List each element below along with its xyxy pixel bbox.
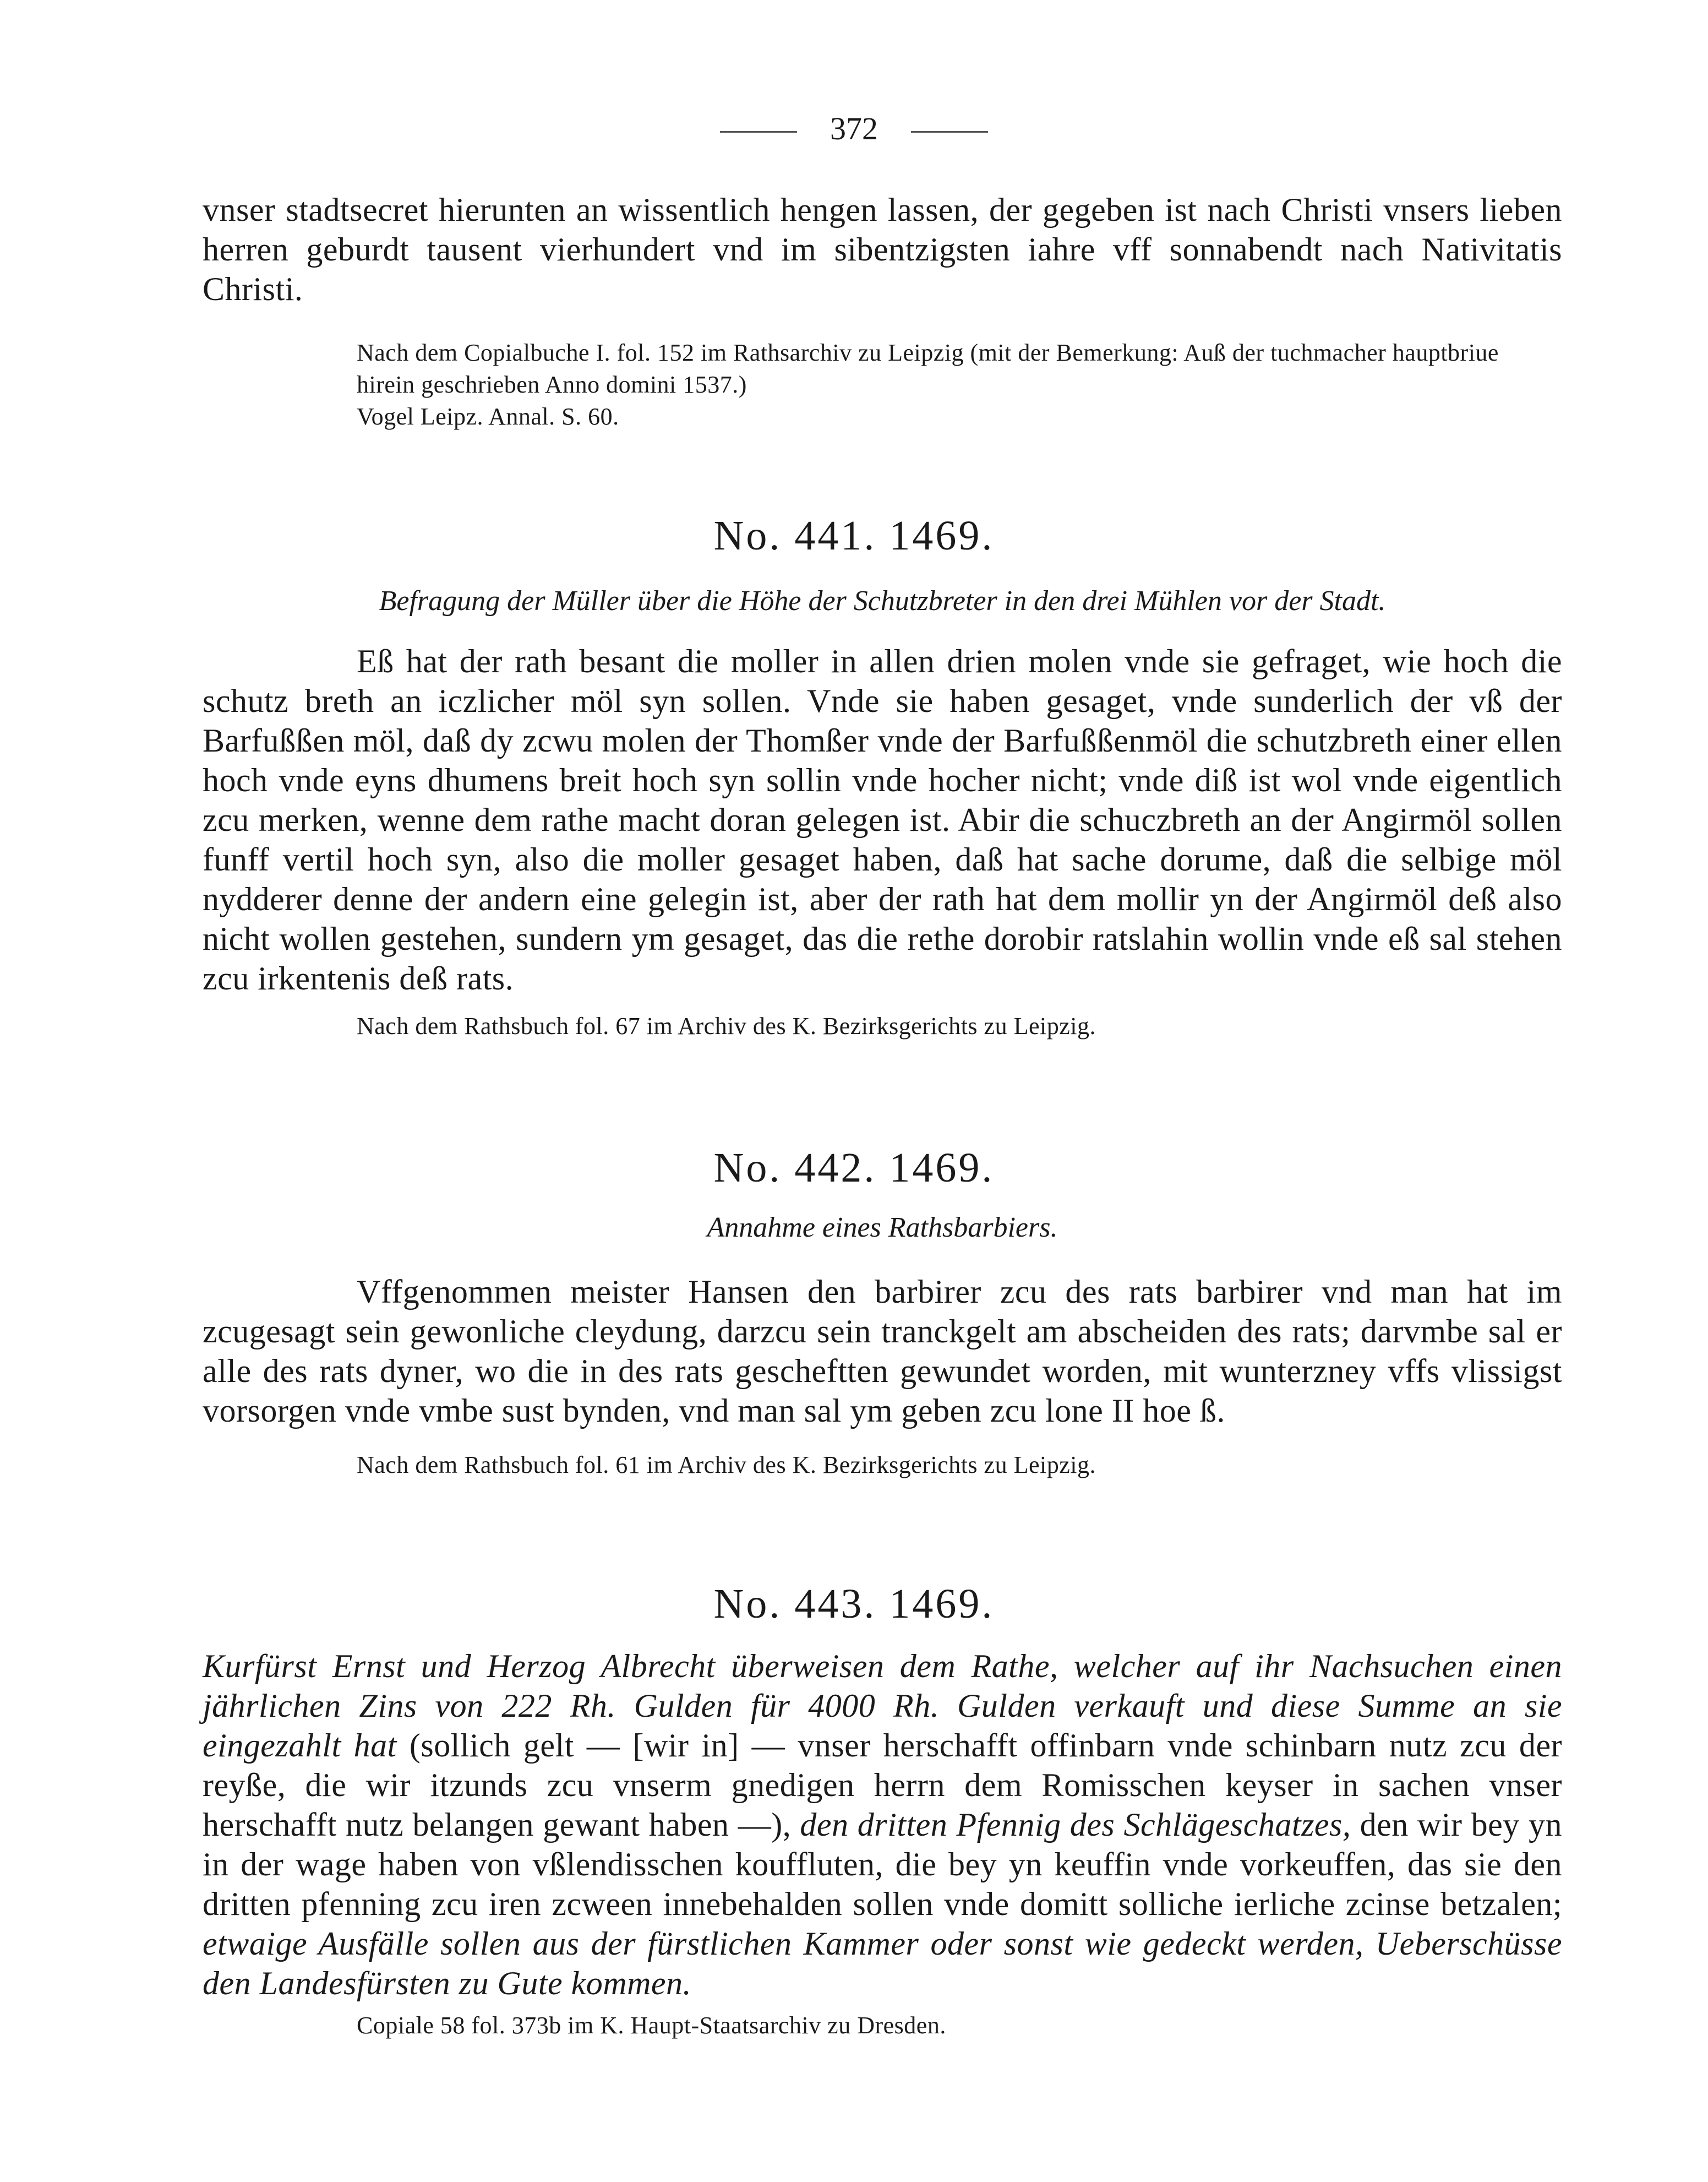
continuation-sources bbox=[203, 337, 1562, 433]
doc-443-text bbox=[203, 1646, 1562, 2003]
page-header bbox=[0, 110, 1708, 147]
doc-442-heading: No. 442. 1469. bbox=[713, 1145, 995, 1191]
doc-443-summary-3: etwaige Ausfälle sollen aus der fürstlichen Kammer oder sonst wie gedeckt werden, Ueberschüsse den Landesfürsten zu Gute kommen. bbox=[203, 1925, 1562, 2001]
doc-443-quote-1: (sollich gelt — [wir in] — vnser herschafft offinbarn vnde schinbarn nutz zcu der reyße, die wir itzunds zcu vnserm gnedigen herrn dem Romisschen keyser in sachen vnser herschafft nutz belangen gewant haben —), bbox=[203, 1727, 1562, 1843]
doc-443-body bbox=[203, 1646, 1562, 2003]
header-rule-left bbox=[720, 131, 797, 133]
doc-442-source: Nach dem Rathsbuch fol. 61 im Archiv des K. Bezirksgerichts zu Leipzig. bbox=[357, 1451, 1096, 1478]
doc-441-subtitle: Befragung der Müller über die Höhe der Schutzbreter in den drei Mühlen vor der Stadt. bbox=[379, 585, 1386, 617]
doc-443-summary-1: Kurfürst Ernst und Herzog Albrecht überweisen dem Rathe, welcher auf ihr Nachsuchen einen jährlichen Zins von 222 Rh. Gulden für 4000 Rh. Gulden verkauft und diese Summe an sie eingezahlt hat bbox=[203, 1648, 1562, 1764]
continuation-text: vnser stadtsecret hierunten an wissentlich hengen lassen, der gegeben ist nach Christi vnsers lieben herren geburdt tausent vierhundert vnd im sibentzigsten iahre vff sonnabendt nach Nativitatis Christi. bbox=[203, 192, 1562, 307]
continuation-block bbox=[203, 190, 1562, 309]
doc-442-source-block bbox=[203, 1449, 1562, 1481]
doc-441-text: Eß hat der rath besant die moller in allen drien molen vnde sie gefraget, wie hoch die schutz breth an iczlicher möl syn sollen. Vnde sie haben gesaget, vnde sunderlich der vß der Barfußßen möl, daß dy zcwu molen der Thomßer vnde der Barfußßenmöl die schutzbreth einer ellen hoch vnde eyns dhumens breit hoch syn sollin vnde hocher nicht; vnde diß ist wol vnde eigentlich zcu merken, wenne dem rathe macht doran gelegen ist. Abir die schuczbreth an der Angirmöl sollen funff vertil hoch syn, also die moller gesaget haben, daß hat sache dorume, daß die selbige möl nydderer denne der andern eine gelegin ist, aber der rath hat dem mollir yn der Angirmöl deß also nicht wollen gestehen, sundern ym gesaget, das die rethe dorobir ratslahin wollin vnde eß sal stehen zcu irkentenis deß rats. bbox=[203, 643, 1562, 997]
page-number: 372 bbox=[830, 111, 878, 146]
doc-441-source: Nach dem Rathsbuch fol. 67 im Archiv des K. Bezirksgerichts zu Leipzig. bbox=[357, 1013, 1096, 1040]
doc-442-text: Vffgenommen meister Hansen den barbirer zcu des rats barbirer vnd man hat im zcugesagt sein gewonliche cleydung, darzcu sein tranckgelt am abscheiden des rats; darvmbe sal er alle des rats dyner, wo die in des rats gescheftten gewundet worden, mit wunterzney vffs vlissigst vorsorgen vnde vmbe sust bynden, vnd man sal ym geben zcu lone II hoe ß. bbox=[203, 1274, 1562, 1429]
header-rule-right bbox=[911, 131, 988, 133]
continuation-source-2: Vogel Leipz. Annal. S. 60. bbox=[357, 403, 619, 430]
doc-442-body bbox=[203, 1272, 1562, 1430]
doc-441-body bbox=[203, 641, 1562, 998]
doc-441-source-block bbox=[203, 1010, 1562, 1042]
doc-443-quote-2: den wir bey yn in der wage haben von vßlendisschen kouffluten, die bey yn keuffin vnde vorkeuffen, das sie den dritten pfenning zcu iren zcween innebehalden sollen vnde domitt solliche ierliche zcinse betzalen; bbox=[203, 1806, 1562, 1922]
doc-443-heading: No. 443. 1469. bbox=[713, 1581, 995, 1627]
doc-443-source-block bbox=[203, 2010, 1562, 2042]
doc-443-summary-2: den dritten Pfennig des Schlägeschatzes, bbox=[800, 1806, 1351, 1843]
doc-441-heading: No. 441. 1469. bbox=[713, 513, 995, 559]
doc-442-subtitle: Annahme eines Rathsbarbiers. bbox=[707, 1212, 1058, 1243]
doc-443-source: Copiale 58 fol. 373b im K. Haupt-Staatsarchiv zu Dresden. bbox=[357, 2012, 946, 2039]
continuation-source-1: Nach dem Copialbuche I. fol. 152 im Rathsarchiv zu Leipzig (mit der Bemerkung: Auß der tuchmacher hauptbriue hirein geschrieben Anno domini 1537.) bbox=[357, 339, 1499, 398]
